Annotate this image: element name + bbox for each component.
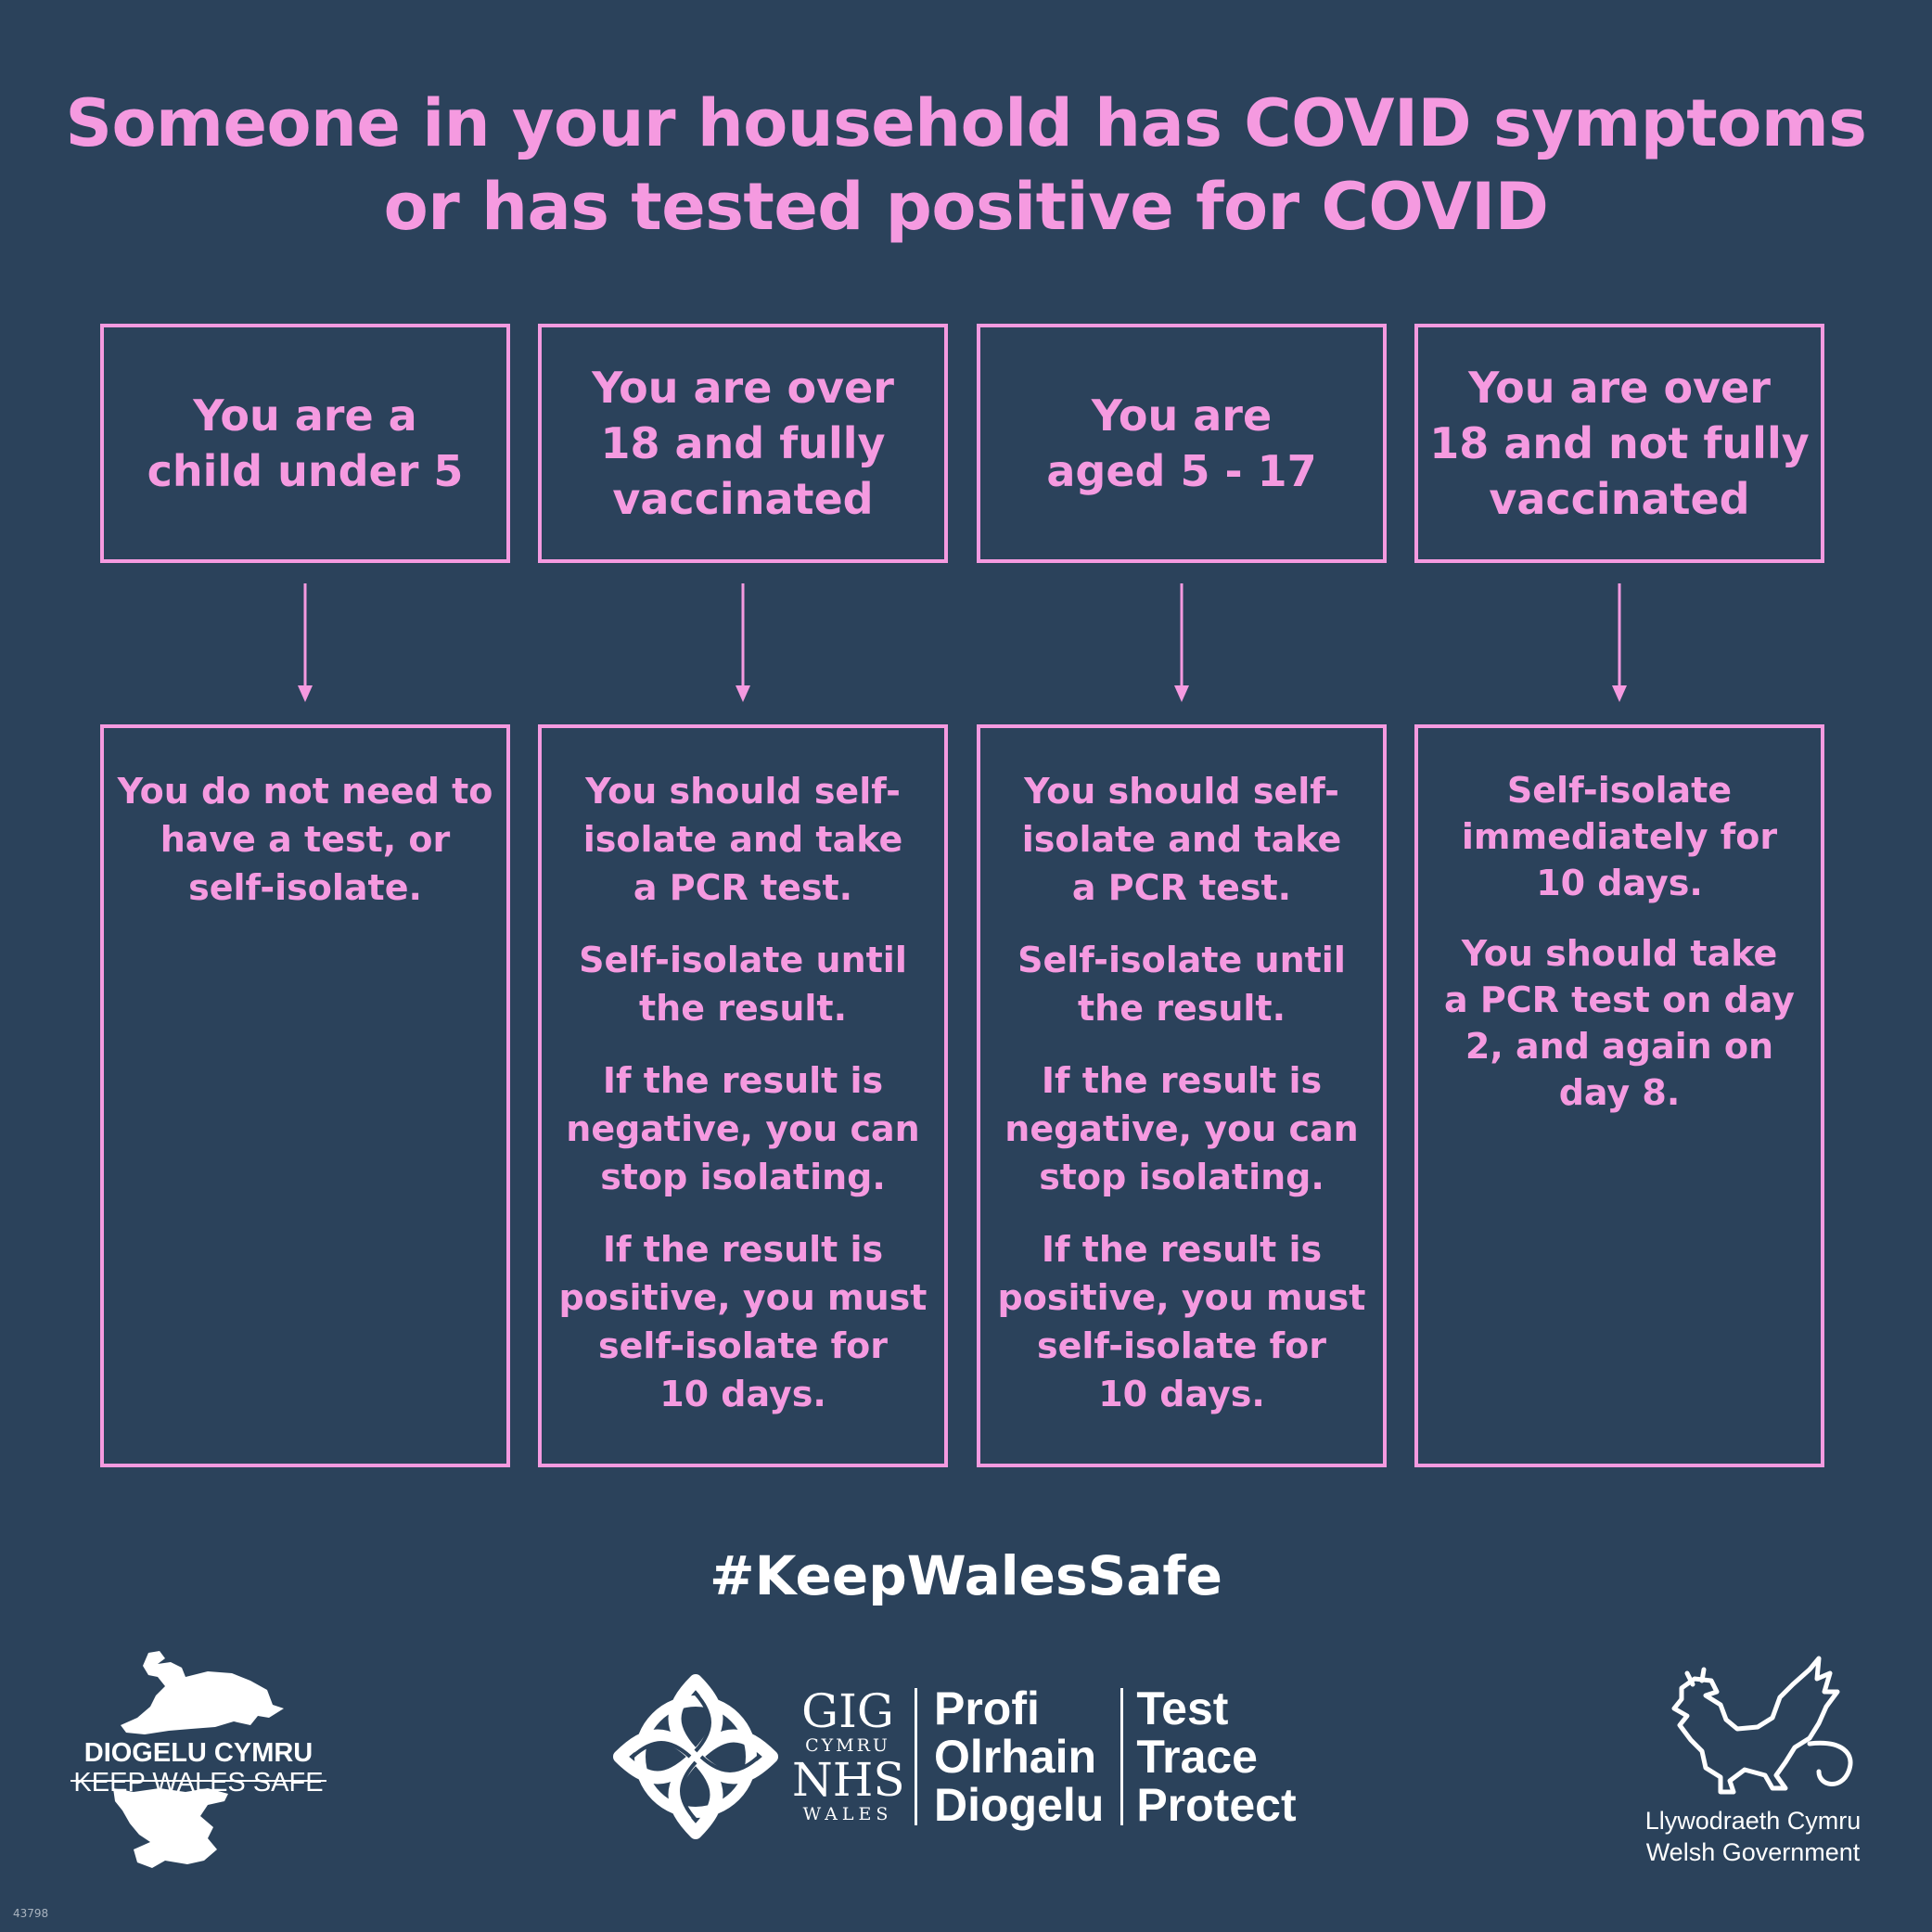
advice-line: isolate and take (1021, 819, 1342, 860)
hashtag: #KeepWalesSafe (710, 1544, 1222, 1607)
down-arrow-icon (301, 583, 309, 704)
advice-line: You do not need to (117, 771, 493, 812)
advice-line: the result. (1077, 988, 1286, 1029)
english-line: Test (1136, 1683, 1229, 1734)
advice-box (1414, 724, 1824, 1467)
welsh-line: Profi (934, 1683, 1040, 1734)
advice-line: self-isolate for (1036, 1325, 1326, 1366)
celtic-knot-icon (612, 1673, 779, 1840)
advice-box (538, 724, 948, 1467)
gig-text: GIG (801, 1684, 894, 1738)
advice-line: If the result is (1041, 1229, 1323, 1270)
wg-line-1: Llywodraeth Cymru (1644, 1807, 1862, 1835)
advice-line: Self-isolate until (579, 940, 907, 980)
advice-line: day 8. (1558, 1072, 1681, 1113)
condition-box (977, 324, 1387, 563)
advice-line: negative, you can (566, 1108, 920, 1149)
advice-line: If the result is (1041, 1060, 1323, 1101)
column-child-under-5 (100, 324, 510, 1467)
kws-line-2: KEEP WALES SAFE (73, 1768, 324, 1798)
advice-line: You should self- (1024, 771, 1339, 812)
advice-line: 10 days. (1536, 863, 1703, 903)
wg-line-2: Welsh Government (1645, 1838, 1861, 1866)
advice-line: positive, you must (997, 1277, 1366, 1318)
advice-line: a PCR test. (633, 867, 853, 908)
condition-line: child under 5 (147, 446, 464, 496)
keep-wales-safe-logo (69, 1649, 328, 1881)
condition-line: You are a (193, 390, 417, 441)
advice-line: 10 days. (1098, 1374, 1265, 1414)
nhs-wales-logo (612, 1673, 1326, 1840)
title-line-1: Someone in your household has COVID symptoms (65, 85, 1867, 161)
column-over-18-not-vaccinated (1414, 324, 1824, 1467)
condition-line: You are (1091, 390, 1273, 441)
advice-line: have a test, or (160, 819, 451, 860)
advice-line: the result. (638, 988, 848, 1029)
advice-line: stop isolating. (600, 1157, 886, 1197)
advice-line: You should take (1461, 933, 1778, 974)
cymru-text: CYMRU (805, 1735, 890, 1756)
advice-line: a PCR test on day (1444, 979, 1795, 1020)
condition-line: You are over (1468, 363, 1771, 413)
condition-line: vaccinated (1489, 474, 1750, 524)
advice-line: a PCR test. (1071, 867, 1292, 908)
title-line-2: or has tested positive for COVID (383, 169, 1549, 245)
down-arrow-icon (739, 583, 747, 704)
advice-line: If the result is (602, 1060, 884, 1101)
divider (1120, 1688, 1123, 1825)
advice-line: If the result is (602, 1229, 884, 1270)
advice-paragraph (1418, 930, 1821, 1116)
advice-line: 2, and again on (1465, 1026, 1774, 1067)
advice-paragraph (104, 767, 506, 912)
advice-box (977, 724, 1387, 1467)
advice-line: self-isolate. (188, 867, 422, 908)
down-arrow-icon (1616, 583, 1623, 704)
advice-line: Self-isolate until (1017, 940, 1346, 980)
english-line: Protect (1136, 1779, 1297, 1831)
advice-paragraph (980, 767, 1383, 912)
down-arrow-icon (1178, 583, 1185, 704)
advice-paragraph (980, 1225, 1383, 1418)
advice-line: immediately for (1461, 816, 1778, 857)
nhs-text: NHS (792, 1753, 905, 1807)
condition-line: vaccinated (612, 474, 874, 524)
condition-box (538, 324, 948, 563)
condition-line: aged 5 - 17 (1046, 446, 1317, 496)
condition-line: You are over (592, 363, 894, 413)
advice-paragraph (980, 936, 1383, 1032)
advice-line: self-isolate for (597, 1325, 888, 1366)
advice-line: negative, you can (1004, 1108, 1359, 1149)
page-title (56, 82, 1876, 249)
english-line: Trace (1136, 1731, 1258, 1783)
column-over-18-vaccinated (538, 324, 948, 1467)
divider (915, 1688, 917, 1825)
dragon-icon (1637, 1651, 1869, 1809)
advice-line: isolate and take (582, 819, 903, 860)
advice-line: Self-isolate (1506, 770, 1733, 811)
condition-box (100, 324, 510, 563)
kws-line-1: DIOGELU CYMRU (83, 1738, 313, 1768)
condition-box (1414, 324, 1824, 563)
welsh-line: Olrhain (934, 1731, 1097, 1783)
advice-paragraph (542, 1056, 944, 1201)
condition-line: 18 and fully (600, 418, 886, 468)
advice-paragraph (542, 936, 944, 1032)
column-aged-5-17 (977, 324, 1387, 1467)
advice-paragraph (1418, 767, 1821, 906)
advice-paragraph (542, 1225, 944, 1418)
advice-box (100, 724, 510, 1467)
advice-line: 10 days. (659, 1374, 826, 1414)
wales-text: WALES (802, 1804, 893, 1824)
advice-paragraph (542, 767, 944, 912)
welsh-government-logo (1637, 1651, 1869, 1874)
advice-line: stop isolating. (1039, 1157, 1324, 1197)
reference-code: 43798 (13, 1907, 49, 1920)
welsh-line: Diogelu (934, 1779, 1105, 1831)
condition-line: 18 and not fully (1429, 418, 1810, 468)
advice-paragraph (980, 1056, 1383, 1201)
advice-line: You should self- (585, 771, 901, 812)
advice-line: positive, you must (558, 1277, 928, 1318)
